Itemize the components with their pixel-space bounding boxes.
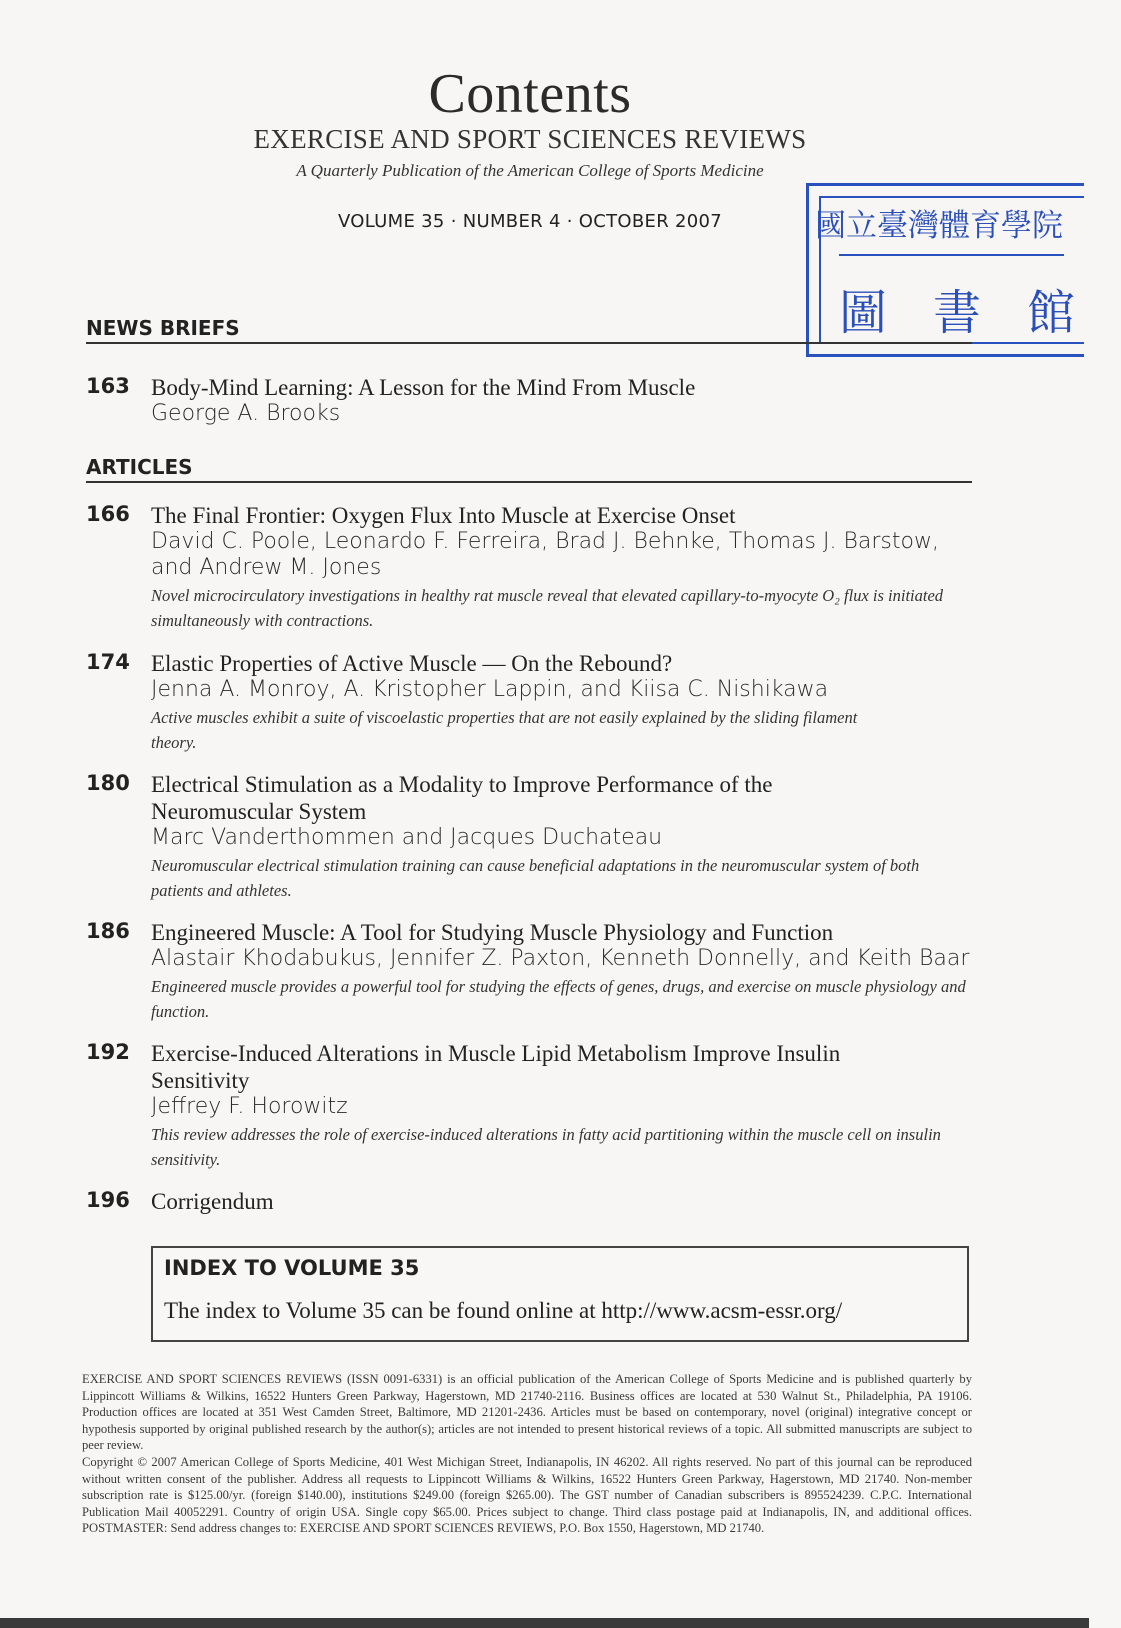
stamp-divider (839, 254, 1064, 256)
journal-name: EXERCISE AND SPORT SCIENCES REVIEWS (253, 124, 807, 154)
page-number: 163 (86, 374, 130, 398)
entry-title[interactable]: Body-Mind Learning: A Lesson for the Mind From Muscle (151, 375, 696, 400)
toc-entry[interactable] (86, 374, 972, 427)
section-heading-articles: ARTICLES (86, 455, 972, 483)
copyright-info: Copyright © 2007 American College of Sports Medicine, 401 West Michigan Street, Indianapolis, IN 46202. All rights reserved. No part of this journal can be reproduced without written consent of the publisher. Address all requests to Lippincott Williams & Wilkins, 16522 Hunters Green Parkway, Hagerstown, MD 21740. Non-member subscription rate is $125.00/yr. (foreign $140.00), institutions $249.00 (foreign $265.00). The GST number of Canadian subscribers is 895524239. C.P.C. International Publication Mail 40052291. Country of origin USA. Single copy $65.00. Prices subject to change. Third class postage paid at Indianapolis, IN, and additional offices. POSTMASTER: Send address changes to: EXERCISE AND SPORT SCIENCES REVIEWS, P.O. Box 1550, Hagerstown, MD 21740. (82, 1454, 972, 1536)
entry-authors: Marc Vanderthommen and Jacques Duchateau (151, 825, 663, 850)
stamp-library-label: 圖書館 (839, 285, 1121, 341)
entry-abstract: Engineered muscle provides a powerful tool for studying the effects of genes, drugs, and exercise on muscle physiology and function. (151, 977, 966, 1021)
entry-abstract: This review addresses the role of exercise-induced alterations in fatty acid partitioning within the muscle cell on insulin sensitivity. (151, 1125, 941, 1169)
toc-entry[interactable] (86, 650, 972, 755)
toc-entry[interactable] (86, 502, 972, 633)
entry-title[interactable]: Exercise-Induced Alterations in Muscle Lipid Metabolism Improve Insulin Sensitivity (151, 1041, 841, 1093)
toc-entry[interactable] (86, 1040, 972, 1172)
page-bottom-edge (0, 1618, 1089, 1628)
entry-title[interactable]: Elastic Properties of Active Muscle — On the Rebound? (151, 651, 673, 676)
entry-authors: David C. Poole, Leonardo F. Ferreira, Brad J. Behnke, Thomas J. Barstow, and Andrew M. Jones (151, 529, 939, 580)
entry-authors: Alastair Khodabukus, Jennifer Z. Paxton, Kenneth Donnelly, and Keith Baar (151, 946, 970, 971)
entry-authors: Jenna A. Monroy, A. Kristopher Lappin, and Kiisa C. Nishikawa (151, 677, 829, 702)
entry-abstract: Neuromuscular electrical stimulation training can cause beneficial adaptations in the neuromuscular system of both patients and athletes. (151, 856, 920, 900)
entry-authors: Jeffrey F. Horowitz (151, 1094, 348, 1119)
stamp-institution-name: 國立臺灣體育學院 (815, 208, 1063, 244)
entry-authors: George A. Brooks (151, 401, 341, 426)
issue-info: VOLUME 35 · NUMBER 4 · OCTOBER 2007 (337, 211, 723, 232)
page-number: 186 (86, 919, 130, 943)
page-number: 192 (86, 1040, 130, 1064)
index-link-text[interactable]: The index to Volume 35 can be found online at http://www.acsm-essr.org/ (164, 1298, 843, 1323)
entry-abstract: Active muscles exhibit a suite of viscoelastic properties that are not easily explained by the sliding filament theory. (151, 708, 858, 752)
entry-title[interactable]: Corrigendum (151, 1189, 274, 1214)
journal-subtitle: A Quarterly Publication of the American College of Sports Medicine (296, 161, 764, 180)
publisher-info: EXERCISE AND SPORT SCIENCES REVIEWS (ISSN 0091-6331) is an official publication of the American College of Sports Medicine and is published quarterly by Lippincott Williams & Wilkins, 16522 Hunters Green Parkway, Hagerstown, MD 21740-2116. Business offices are located at 530 Walnut St., Philadelphia, PA 19106. Production offices are located at 351 West Camden Street, Baltimore, MD 21201-2436. Articles must be based on contemporary, novel (original) integrative concept or hypothesis supported by original published research by the author(s); articles are not intended to present historical reviews of a topic. All submitted manuscripts are subject to peer review. (82, 1372, 972, 1453)
entry-title[interactable]: Engineered Muscle: A Tool for Studying Muscle Physiology and Function (151, 920, 834, 945)
page-number: 166 (86, 502, 130, 526)
publication-fineprint (82, 1371, 972, 1537)
entry-abstract: Novel microcirculatory investigations in healthy rat muscle reveal that elevated capillary-to-myocyte O₂ flux is initiated simultaneously with contractions. (151, 586, 944, 630)
toc-entry[interactable] (86, 1188, 972, 1215)
entry-title[interactable]: Electrical Stimulation as a Modality to Improve Performance of the Neuromuscular System (151, 772, 773, 824)
index-notice-box (151, 1246, 969, 1342)
section-heading-news-briefs: NEWS BRIEFS (86, 316, 972, 344)
page-number: 180 (86, 771, 130, 795)
entry-title[interactable]: The Final Frontier: Oxygen Flux Into Muscle at Exercise Onset (151, 503, 736, 528)
index-heading: INDEX TO VOLUME 35 (164, 1256, 420, 1280)
toc-entry[interactable] (86, 771, 972, 903)
page-number: 174 (86, 650, 130, 674)
toc-entry[interactable] (86, 919, 972, 1024)
page-title: Contents (428, 63, 632, 125)
page-number: 196 (86, 1188, 130, 1212)
